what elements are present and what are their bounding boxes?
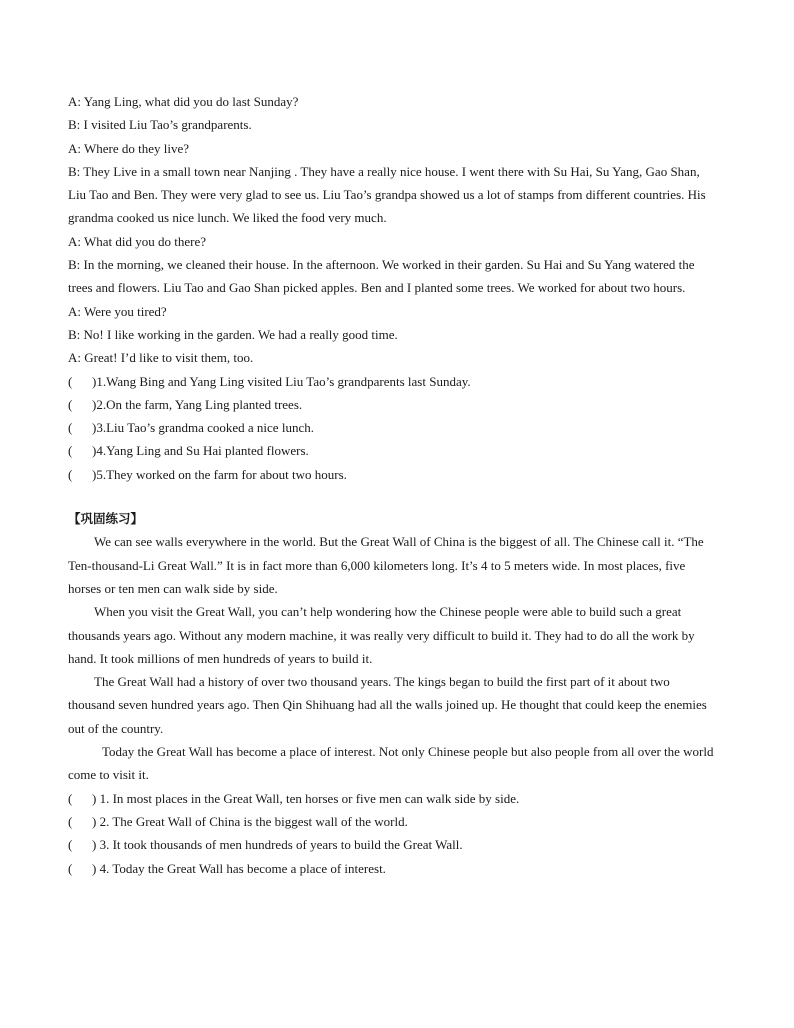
question-text: 3.Liu Tao’s grandma cooked a nice lunch.	[96, 420, 314, 436]
question-text: 2. The Great Wall of China is the biggest wall of the world.	[99, 813, 408, 829]
passage-paragraph: Today the Great Wall has become a place of interest. Not only Chinese people but also people from all over the world come to visit it.	[68, 744, 714, 783]
question-text: 1.Wang Bing and Yang Ling visited Liu Tao’s grandparents last Sunday.	[96, 373, 471, 389]
dialogue-line: A: Yang Ling, what did you do last Sunday?	[68, 94, 299, 109]
dialogue-line: A: Great! I’d like to visit them, too.	[68, 350, 254, 366]
answer-blank[interactable]: (	[68, 466, 73, 482]
question-item: ( )2.On the farm, Yang Ling planted trees.	[68, 393, 718, 416]
dialogue-line: B: No! I like working in the garden. We had a really good time.	[68, 326, 398, 342]
dialogue-line: A: Where do they live?	[68, 140, 190, 156]
passage-paragraph: The Great Wall had a history of over two thousand years. The kings began to build the first part of it about two thousand seven hundred years ago. Then Qin Shihuang had all the walls joined up. He thought that could keep the enemies out of the country.	[68, 674, 707, 736]
question-item: ( ) 4. Today the Great Wall has become a place of interest.	[68, 857, 718, 880]
section-heading: 【巩固练习】	[68, 511, 144, 527]
question-text: 1. In most places in the Great Wall, ten horses or five men can walk side by side.	[99, 790, 520, 806]
question-text: 4. Today the Great Wall has become a place of interest.	[99, 860, 386, 876]
question-item: ( )5.They worked on the farm for about two hours.	[68, 463, 718, 486]
answer-blank[interactable]: (	[68, 373, 73, 389]
answer-blank[interactable]: (	[68, 790, 73, 806]
dialogue-line: B: They Live in a small town near Nanjing . They have a really nice house. I went there with Su Hai, Su Yang, Gao Shan, Liu Tao and Ben. They were very glad to see us. Liu Tao’s grandpa showed us a lot of stamps from different countries. His grandma cooked us nice lunch. We liked the food very much.	[68, 163, 706, 226]
question-item: ( )1.Wang Bing and Yang Ling visited Liu Tao’s grandparents last Sunday.	[68, 370, 718, 393]
dialogue-line: A: Were you tired?	[68, 303, 167, 319]
question-text: 5.They worked on the farm for about two hours.	[96, 466, 347, 482]
answer-blank[interactable]: (	[68, 813, 73, 829]
document-page	[68, 90, 718, 880]
question-item: ( ) 2. The Great Wall of China is the biggest wall of the world.	[68, 810, 718, 833]
question-item: ( ) 1. In most places in the Great Wall, ten horses or five men can walk side by side.	[68, 787, 718, 810]
answer-blank[interactable]: (	[68, 837, 73, 853]
question-item: ( ) 3. It took thousands of men hundreds of years to build the Great Wall.	[68, 833, 718, 856]
dialogue-line: B: I visited Liu Tao’s grandparents.	[68, 117, 252, 133]
question-item: ( )4.Yang Ling and Su Hai planted flowers.	[68, 439, 718, 462]
question-text: 3. It took thousands of men hundreds of years to build the Great Wall.	[99, 837, 463, 853]
dialogue-line: B: In the morning, we cleaned their house. In the afternoon. We worked in their garden. Su Hai and Su Yang watered the trees and flowers. Liu Tao and Gao Shan picked apples. Ben and I planted some trees. We worked for about two hours.	[68, 257, 695, 296]
answer-blank[interactable]: (	[68, 396, 73, 412]
dialogue-line: A: What did you do there?	[68, 233, 207, 249]
passage-paragraph: We can see walls everywhere in the world. But the Great Wall of China is the biggest of all. The Chinese call it. “The Ten-thousand-Li Great Wall.” It is in fact more than 6,000 kilometers long. It’s 4 to 5 meters wide. In most places, five horses or ten men can walk side by side.	[68, 534, 704, 596]
question-text: 2.On the farm, Yang Ling planted trees.	[96, 396, 303, 412]
answer-blank[interactable]: (	[68, 860, 73, 876]
answer-blank[interactable]: (	[68, 443, 73, 459]
passage-paragraph: When you visit the Great Wall, you can’t help wondering how the Chinese people were able to build such a great thousands years ago. Without any modern machine, it was really very difficult to build it. They had to do all the work by hand. It took millions of men hundreds of years to build it.	[68, 604, 695, 666]
question-item: ( )3.Liu Tao’s grandma cooked a nice lunch.	[68, 416, 718, 439]
question-text: 4.Yang Ling and Su Hai planted flowers.	[96, 443, 309, 459]
answer-blank[interactable]: (	[68, 420, 73, 436]
